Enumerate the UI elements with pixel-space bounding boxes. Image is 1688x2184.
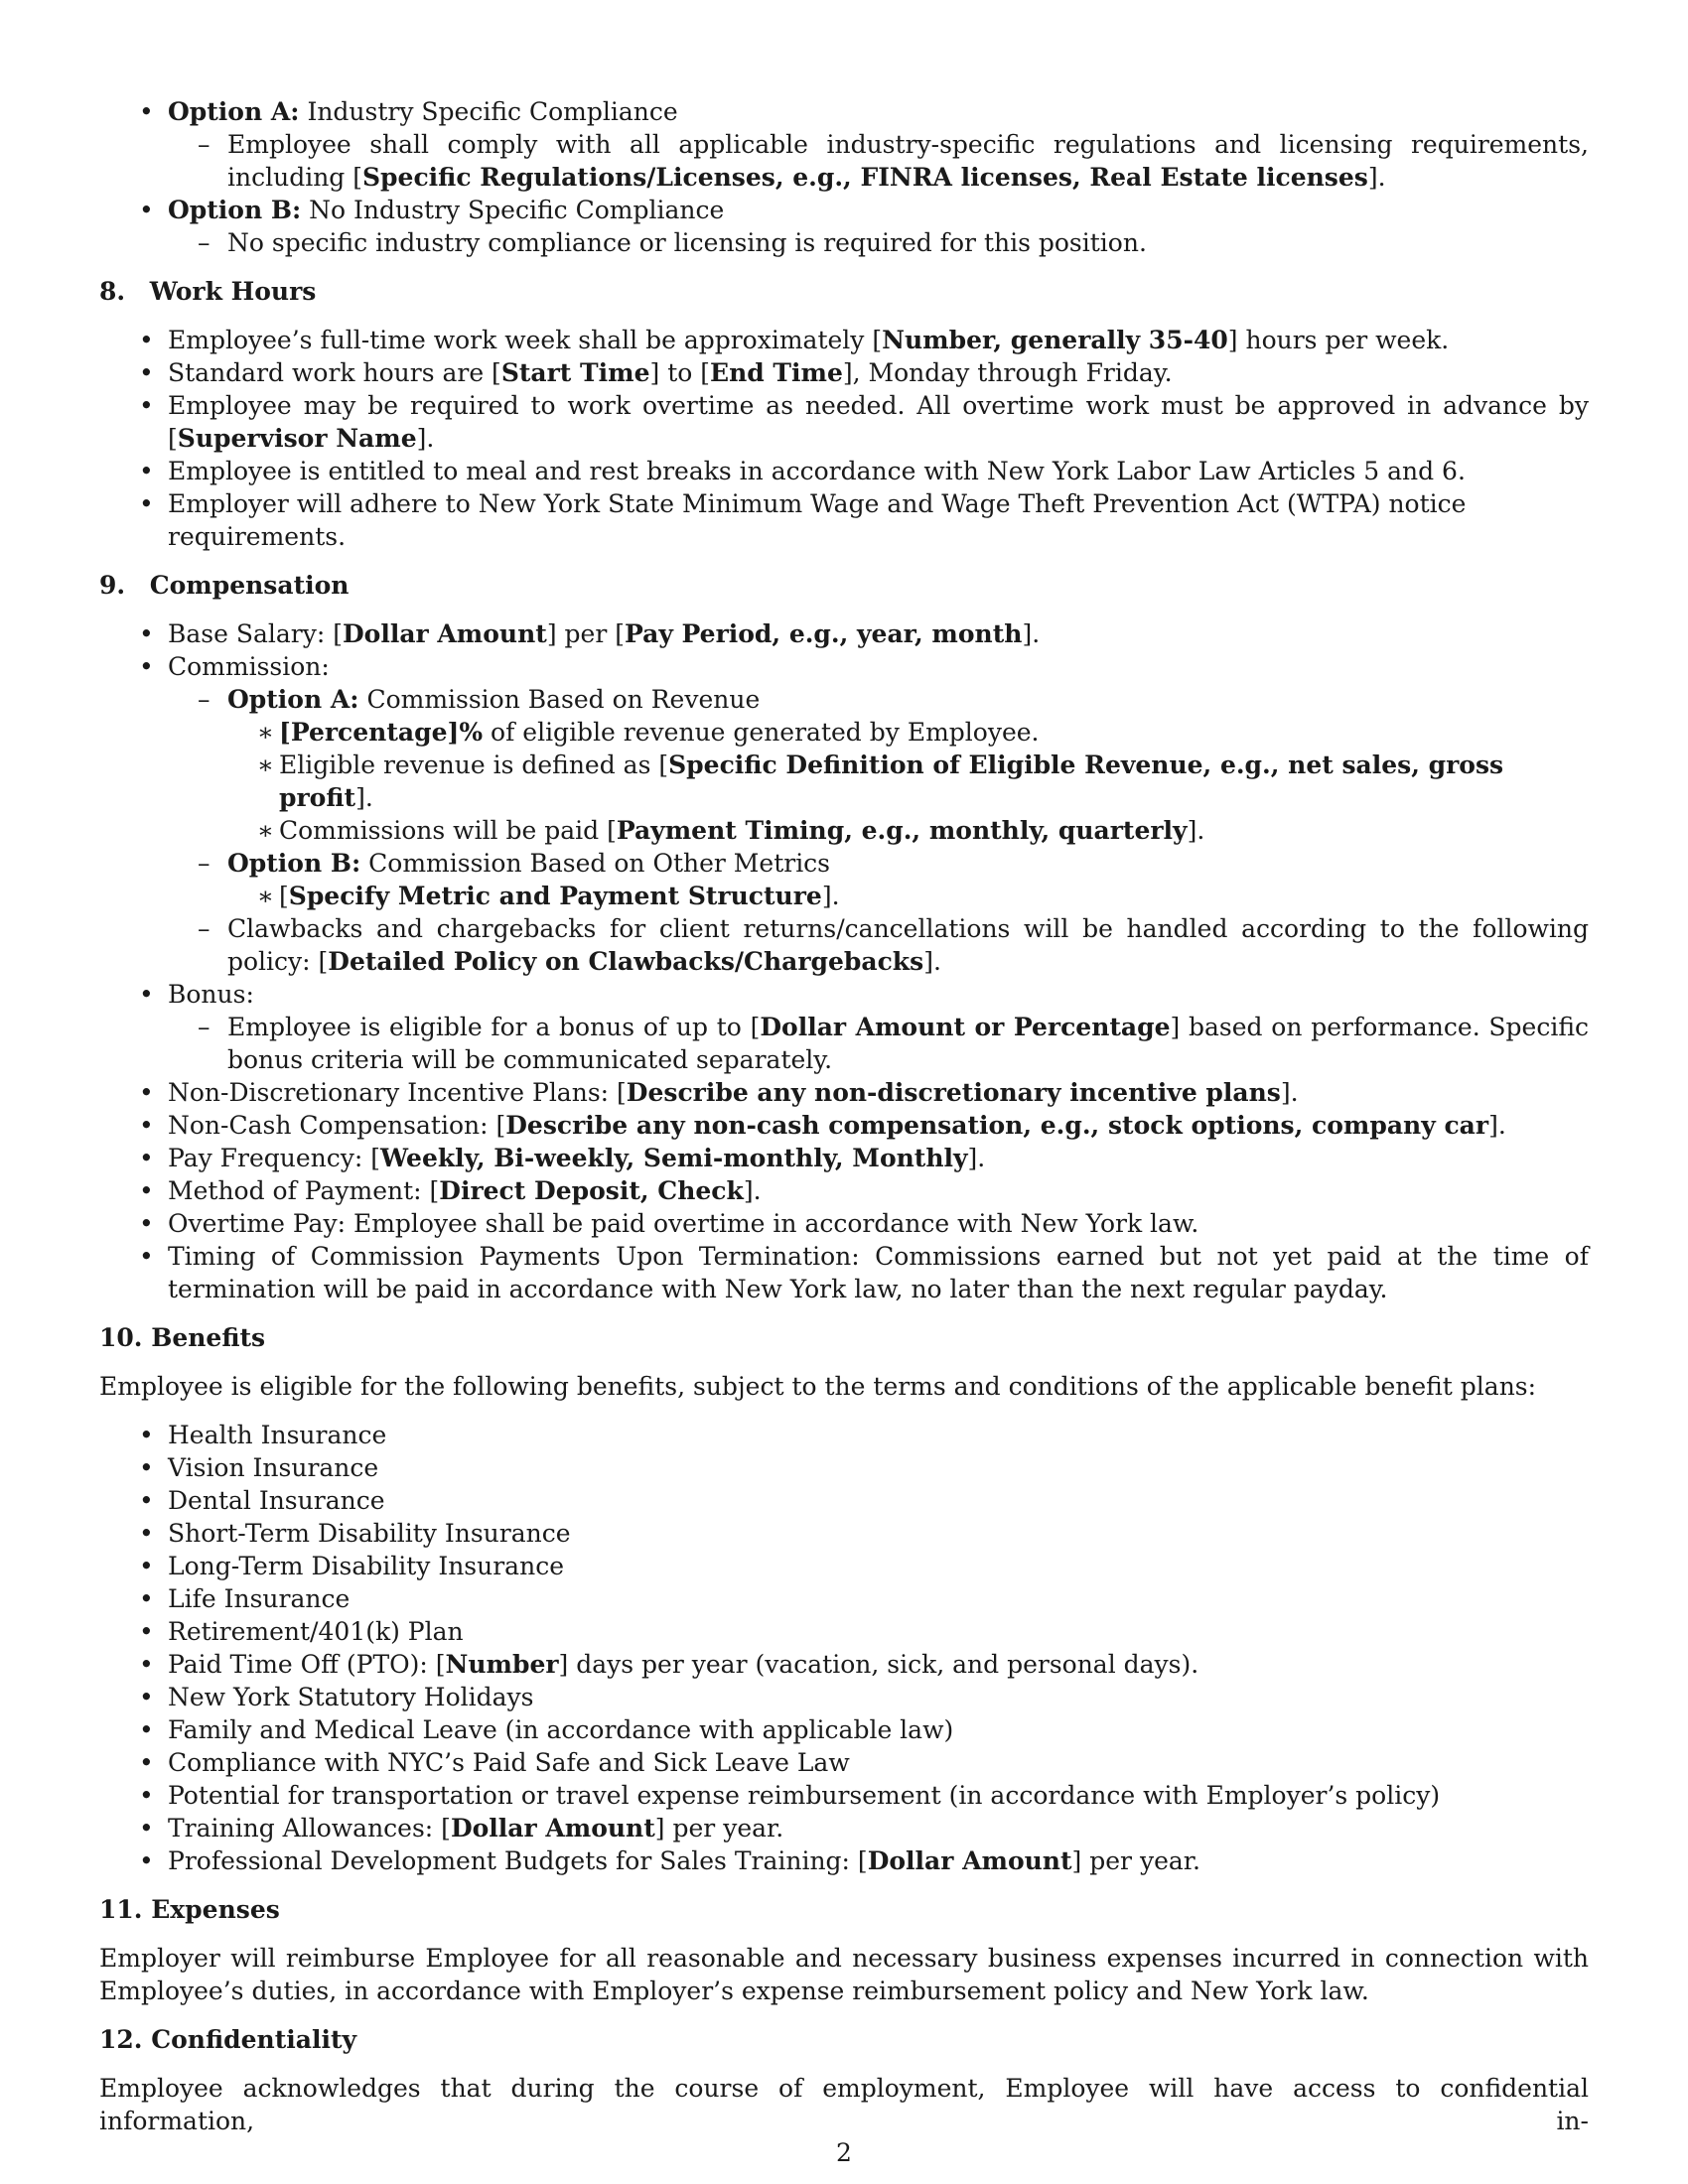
list-item: – Option B: Commission Based on Other Metrics ∗ [Specify Metric and Payment Structure]. (168, 847, 1589, 912)
list-item: • Paid Time Off (PTO): [Number] days per year (vacation, sick, and personal days). (99, 1648, 1589, 1681)
list-item: ∗ Commissions will be paid [Payment Timing, e.g., monthly, quarterly]. (227, 814, 1589, 847)
section-heading: 8. Work Hours (99, 277, 317, 306)
list-item: • New York Statutory Holidays (99, 1681, 1589, 1713)
list-item: • Base Salary: [Dollar Amount] per [Pay Period, e.g., year, month]. (99, 617, 1589, 650)
list-item: • Employee may be required to work overtime as needed. All overtime work must be approved in advance by [Supervisor Name]. (99, 389, 1589, 455)
list-item: • Pay Frequency: [Weekly, Bi-weekly, Semi-monthly, Monthly]. (99, 1142, 1589, 1174)
list-item: • Training Allowances: [Dollar Amount] per year. (99, 1812, 1589, 1844)
list-item: • Timing of Commission Payments Upon Termination: Commissions earned but not yet paid at the time of termination will be paid in accordance with New York law, no later than the next regular payday. (99, 1240, 1589, 1305)
list-item: • Potential for transportation or travel expense reimbursement (in accordance with Employer’s policy) (99, 1779, 1589, 1812)
list-item: • Commission: – Option A: Commission Based on Revenue ∗ [Percentage]% of eligible revenue generated by Employee. ∗ Eligible revenue is defined as [Specific Definition of Eligible Revenue, e.g., net sales, gross profit]. ∗ Commissions will be paid [Payment Timing, e.g., monthly, quarterly]. – Option B: Commission Based on Other Metrics ∗ [Specify Metric and Payment Structure]. – Clawbacks and chargebacks for client returns/cancellations will be handled according to the following policy: [Detailed Policy on Clawbacks/Chargebacks]. (99, 650, 1589, 978)
list-item: – Clawbacks and chargebacks for client returns/cancellations will be handled according to the following policy: [Detailed Policy on Clawbacks/Chargebacks]. (168, 912, 1589, 978)
list-item: • Non-Cash Compensation: [Describe any non-cash compensation, e.g., stock options, company car]. (99, 1109, 1589, 1142)
list-item: ∗ Eligible revenue is defined as [Specific Definition of Eligible Revenue, e.g., net sales, gross profit]. (227, 749, 1589, 814)
list-item: • Bonus: – Employee is eligible for a bonus of up to [Dollar Amount or Percentage] based on performance. Specific bonus criteria will be communicated separately. (99, 978, 1589, 1076)
list-item: • Method of Payment: [Direct Deposit, Check]. (99, 1174, 1589, 1207)
list-item: • Life Insurance (99, 1582, 1589, 1615)
section-9-list (99, 617, 1589, 1305)
list-item: – Employee shall comply with all applicable industry-specific regulations and licensing requirements, including [Specific Regulations/Licenses, e.g., FINRA licenses, Real Estate licenses]. (168, 128, 1589, 194)
list-item: – Option A: Commission Based on Revenue ∗ [Percentage]% of eligible revenue generated by Employee. ∗ Eligible revenue is defined as [Specific Definition of Eligible Revenue, e.g., net sales, gross profit]. ∗ Commissions will be paid [Payment Timing, e.g., monthly, quarterly]. (168, 683, 1589, 847)
list-item: • Overtime Pay: Employee shall be paid overtime in accordance with New York law. (99, 1207, 1589, 1240)
list-item: • Employee is entitled to meal and rest breaks in accordance with New York Labor Law Articles 5 and 6. (99, 455, 1589, 487)
list-item: • Vision Insurance (99, 1451, 1589, 1484)
list-item: • Retirement/401(k) Plan (99, 1615, 1589, 1648)
list-item: ∗ [Percentage]% of eligible revenue generated by Employee. (227, 716, 1589, 749)
section-paragraph: Employee is eligible for the following benefits, subject to the terms and conditions of the applicable benefit plans: (99, 1372, 1537, 1401)
list-item: • Option A: Industry Specific Compliance – Employee shall comply with all applicable industry-specific regulations and licensing requirements, including [Specific Regulations/Licenses, e.g., FINRA licenses, Real Estate licenses]. (99, 95, 1589, 194)
section-heading: 10. Benefits (99, 1323, 266, 1352)
benefits-list (99, 1419, 1589, 1877)
list-item: • Professional Development Budgets for Sales Training: [Dollar Amount] per year. (99, 1844, 1589, 1877)
list-item: • Long-Term Disability Insurance (99, 1550, 1589, 1582)
list-item: • Employee’s full-time work week shall be approximately [Number, generally 35-40] hours per week. (99, 324, 1589, 356)
list-item: • Health Insurance (99, 1419, 1589, 1451)
section-heading: 12. Confidentiality (99, 2025, 357, 2054)
list-item: • Compliance with NYC’s Paid Safe and Sick Leave Law (99, 1746, 1589, 1779)
list-item: • Standard work hours are [Start Time] to [End Time], Monday through Friday. (99, 356, 1589, 389)
section-heading: 11. Expenses (99, 1895, 280, 1924)
list-item: • Family and Medical Leave (in accordance with applicable law) (99, 1713, 1589, 1746)
section-paragraph: Employee acknowledges that during the course of employment, Employee will have access to confidential information, in- (99, 2074, 1589, 2135)
section-heading: 9. Compensation (99, 571, 350, 600)
list-item: • Short-Term Disability Insurance (99, 1517, 1589, 1550)
section-8-list (99, 324, 1589, 553)
section-paragraph: Employer will reimburse Employee for all reasonable and necessary business expenses incurred in connection with Employee’s duties, in accordance with Employer’s expense reimbursement policy and New York law. (99, 1944, 1589, 2005)
list-item: • Option B: No Industry Specific Compliance – No specific industry compliance or licensing is required for this position. (99, 194, 1589, 259)
list-item: • Dental Insurance (99, 1484, 1589, 1517)
section-7-list (99, 95, 1589, 259)
list-item: – No specific industry compliance or licensing is required for this position. (168, 226, 1589, 259)
list-item: • Employer will adhere to New York State Minimum Wage and Wage Theft Prevention Act (WTPA) notice requirements. (99, 487, 1589, 553)
list-item: • Non-Discretionary Incentive Plans: [Describe any non-discretionary incentive plans]. (99, 1076, 1589, 1109)
list-item: – Employee is eligible for a bonus of up to [Dollar Amount or Percentage] based on performance. Specific bonus criteria will be communicated separately. (168, 1011, 1589, 1076)
list-item: ∗ [Specify Metric and Payment Structure]. (227, 880, 1589, 912)
page-number: 2 (836, 2138, 852, 2167)
